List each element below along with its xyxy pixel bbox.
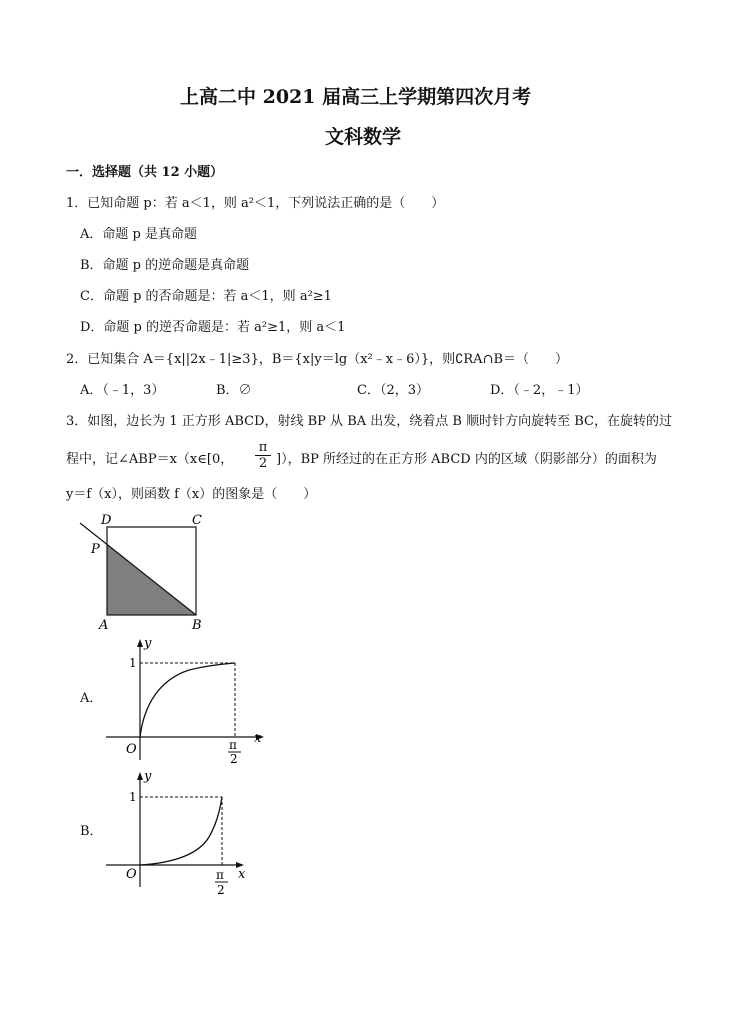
fraction-numerator: π — [258, 440, 268, 455]
label-c: C — [192, 513, 202, 528]
question-2-stem: 2．已知集合 A＝{x||2x﹣1|≥3}，B＝{x|y＝lg（x²﹣x﹣6）}，则∁RA∩B＝（ ） — [66, 352, 569, 367]
question-3-line-2-suffix: ]），BP 所经过的在正方形 ABCD 内的区域（阴影部分）的面积为 — [276, 452, 657, 467]
question-2-option-b: B．∅ — [216, 383, 252, 398]
graph-b-origin: O — [126, 867, 137, 882]
question-3-line-3: y＝f（x），则函数 f（x）的图象是（ ） — [66, 487, 317, 502]
graph-b — [104, 762, 254, 897]
question-1-option-a: A．命题 p 是真命题 — [80, 227, 197, 242]
label-b: B — [192, 618, 202, 633]
page-subtitle: 文科数学 — [325, 126, 402, 148]
graph-b-x-label: x — [238, 867, 246, 882]
graph-b-y-tick: 1 — [129, 790, 137, 804]
label-p: P — [91, 542, 100, 557]
graph-a-x-label: x — [254, 731, 262, 746]
question-3-line-1: 3．如图，边长为 1 正方形 ABCD，射线 BP 从 BA 出发，绕着点 B 顺时针方向旋转至 BC，在旋转的过 — [66, 414, 672, 429]
question-3-fraction — [255, 440, 271, 471]
graph-a-curve — [140, 663, 235, 737]
question-2-option-a: A．（﹣1，3） — [80, 383, 165, 398]
graph-a-option-label: A． — [80, 691, 103, 706]
graph-b-x-tick-num: π — [216, 868, 224, 882]
question-2-option-d: D．（﹣2，﹣1） — [490, 383, 589, 398]
question-3-line-2-prefix: 程中，记∠ABP＝x（x∈[0， — [66, 452, 234, 467]
question-2-option-c: C．（2，3） — [357, 383, 429, 398]
graph-b-y-arrow — [137, 772, 143, 780]
page-title: 上高二中 2021 届高三上学期第四次月考 — [180, 86, 532, 108]
question-1-stem: 1．已知命题 p：若 a＜1，则 a²＜1，下列说法正确的是（ ） — [66, 196, 445, 211]
section-heading: 一．选择题（共 12 小题） — [66, 165, 224, 180]
graph-b-y-label: y — [144, 769, 152, 784]
figure-square — [70, 505, 220, 635]
graph-b-x-tick-den: 2 — [217, 883, 225, 897]
label-a: A — [99, 618, 109, 633]
graph-a-x-tick-den: 2 — [230, 752, 238, 765]
graph-a-y-label: y — [144, 636, 152, 651]
graph-a-origin: O — [126, 742, 137, 757]
label-d: D — [101, 513, 112, 528]
fraction-denominator: 2 — [258, 456, 268, 471]
graph-b-curve — [140, 797, 222, 865]
question-1-option-c: C．命题 p 的否命题是：若 a＜1，则 a²≥1 — [80, 289, 332, 304]
graph-a — [104, 630, 274, 765]
question-1-option-d: D．命题 p 的逆否命题是：若 a²≥1，则 a＜1 — [80, 320, 346, 335]
graph-a-y-tick: 1 — [129, 656, 137, 670]
graph-a-y-arrow — [137, 639, 143, 647]
graph-a-x-tick-num: π — [229, 738, 237, 752]
graph-b-option-label: B． — [80, 824, 103, 839]
question-1-option-b: B．命题 p 的逆命题是真命题 — [80, 258, 250, 273]
